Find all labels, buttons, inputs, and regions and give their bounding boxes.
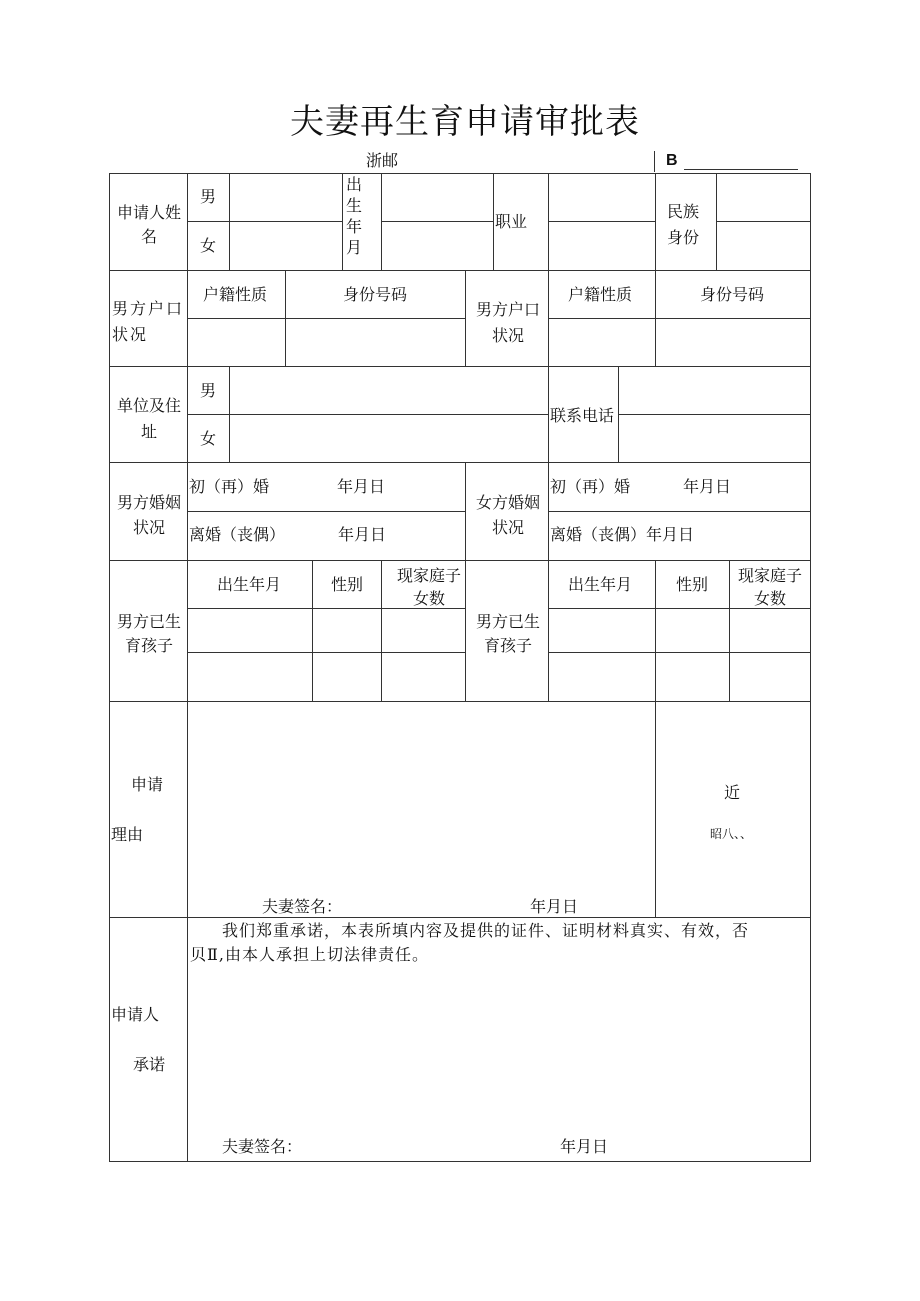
male-marriage-label: 男方婚姻状况 — [116, 493, 181, 537]
code-prefix: B — [666, 152, 678, 169]
applicant-male-label: 男 — [200, 187, 217, 206]
male-first-marriage: 初（再）婚 — [189, 477, 270, 496]
pledge-label-bottom: 承诺 — [133, 1055, 166, 1074]
male-divorce-date: 年月日 — [338, 525, 387, 544]
pledge-date: 年月日 — [560, 1137, 609, 1156]
male-divorce: 离婚（丧偶） — [189, 525, 286, 544]
male-hukou-type-header: 户籍性质 — [203, 285, 268, 304]
male-first-marriage-date: 年月日 — [337, 477, 386, 496]
region-label: 浙邮 — [366, 151, 399, 170]
reason-sign-label: 夫妻签名： — [262, 897, 343, 916]
reason-date: 年月日 — [530, 897, 579, 916]
female-id-number-header: 身份号码 — [700, 285, 765, 304]
phone-label: 联系电话 — [550, 406, 615, 425]
job-label: 职业 — [495, 212, 528, 231]
birth-month-label: 出生年月 — [346, 175, 363, 257]
female-children-label: 男方已生育孩子 — [475, 612, 540, 655]
pledge-sign-label: 夫妻签名： — [222, 1137, 303, 1156]
reason-label-top: 申请 — [131, 775, 164, 794]
male-child-birth-header: 出生年月 — [217, 575, 282, 594]
ethnicity-label: 民族身份 — [667, 202, 700, 247]
female-divorce: 离婚（丧偶）年月日 — [550, 525, 695, 544]
pledge-text-line1: 我们郑重承诺，本表所填内容及提供的证件、证明材料真实、有效，否 — [222, 921, 750, 940]
page-title: 夫妻再生育申请审批表 — [290, 102, 640, 142]
male-hukou-label: 男方户口状况 — [112, 299, 185, 344]
male-id-number-header: 身份号码 — [343, 285, 408, 304]
unit-male-label: 男 — [200, 381, 217, 400]
female-child-gender-header: 性别 — [676, 575, 709, 594]
unit-address-label: 单位及住址 — [116, 396, 181, 441]
male-family-kids-header: 现家庭子女数 — [396, 566, 461, 608]
reason-label-bottom: 理由 — [111, 825, 144, 844]
applicant-name-label: 申请人姓名 — [116, 203, 181, 246]
female-marriage-label: 女方婚姻状况 — [475, 493, 540, 537]
pledge-text-line2: 贝Ⅱ,由本人承担上切法律责任。 — [190, 945, 429, 964]
photo-mark: 近 — [724, 783, 741, 802]
applicant-female-label: 女 — [200, 236, 217, 255]
female-hukou-label: 男方户口状况 — [475, 300, 540, 345]
female-first-marriage-date: 年月日 — [683, 477, 732, 496]
female-family-kids-header: 现家庭子女数 — [737, 566, 802, 608]
female-child-birth-header: 出生年月 — [568, 575, 633, 594]
code-underline — [684, 169, 798, 170]
header-divider — [654, 151, 655, 172]
unit-female-label: 女 — [200, 429, 217, 448]
pledge-label-top: 申请人 — [111, 1005, 160, 1024]
female-first-marriage: 初（再）婚 — [550, 477, 631, 496]
male-child-gender-header: 性别 — [331, 575, 364, 594]
female-hukou-type-header: 户籍性质 — [568, 285, 633, 304]
photo-note: 昭八、、 — [710, 827, 753, 841]
male-children-label: 男方已生育孩子 — [116, 612, 181, 655]
